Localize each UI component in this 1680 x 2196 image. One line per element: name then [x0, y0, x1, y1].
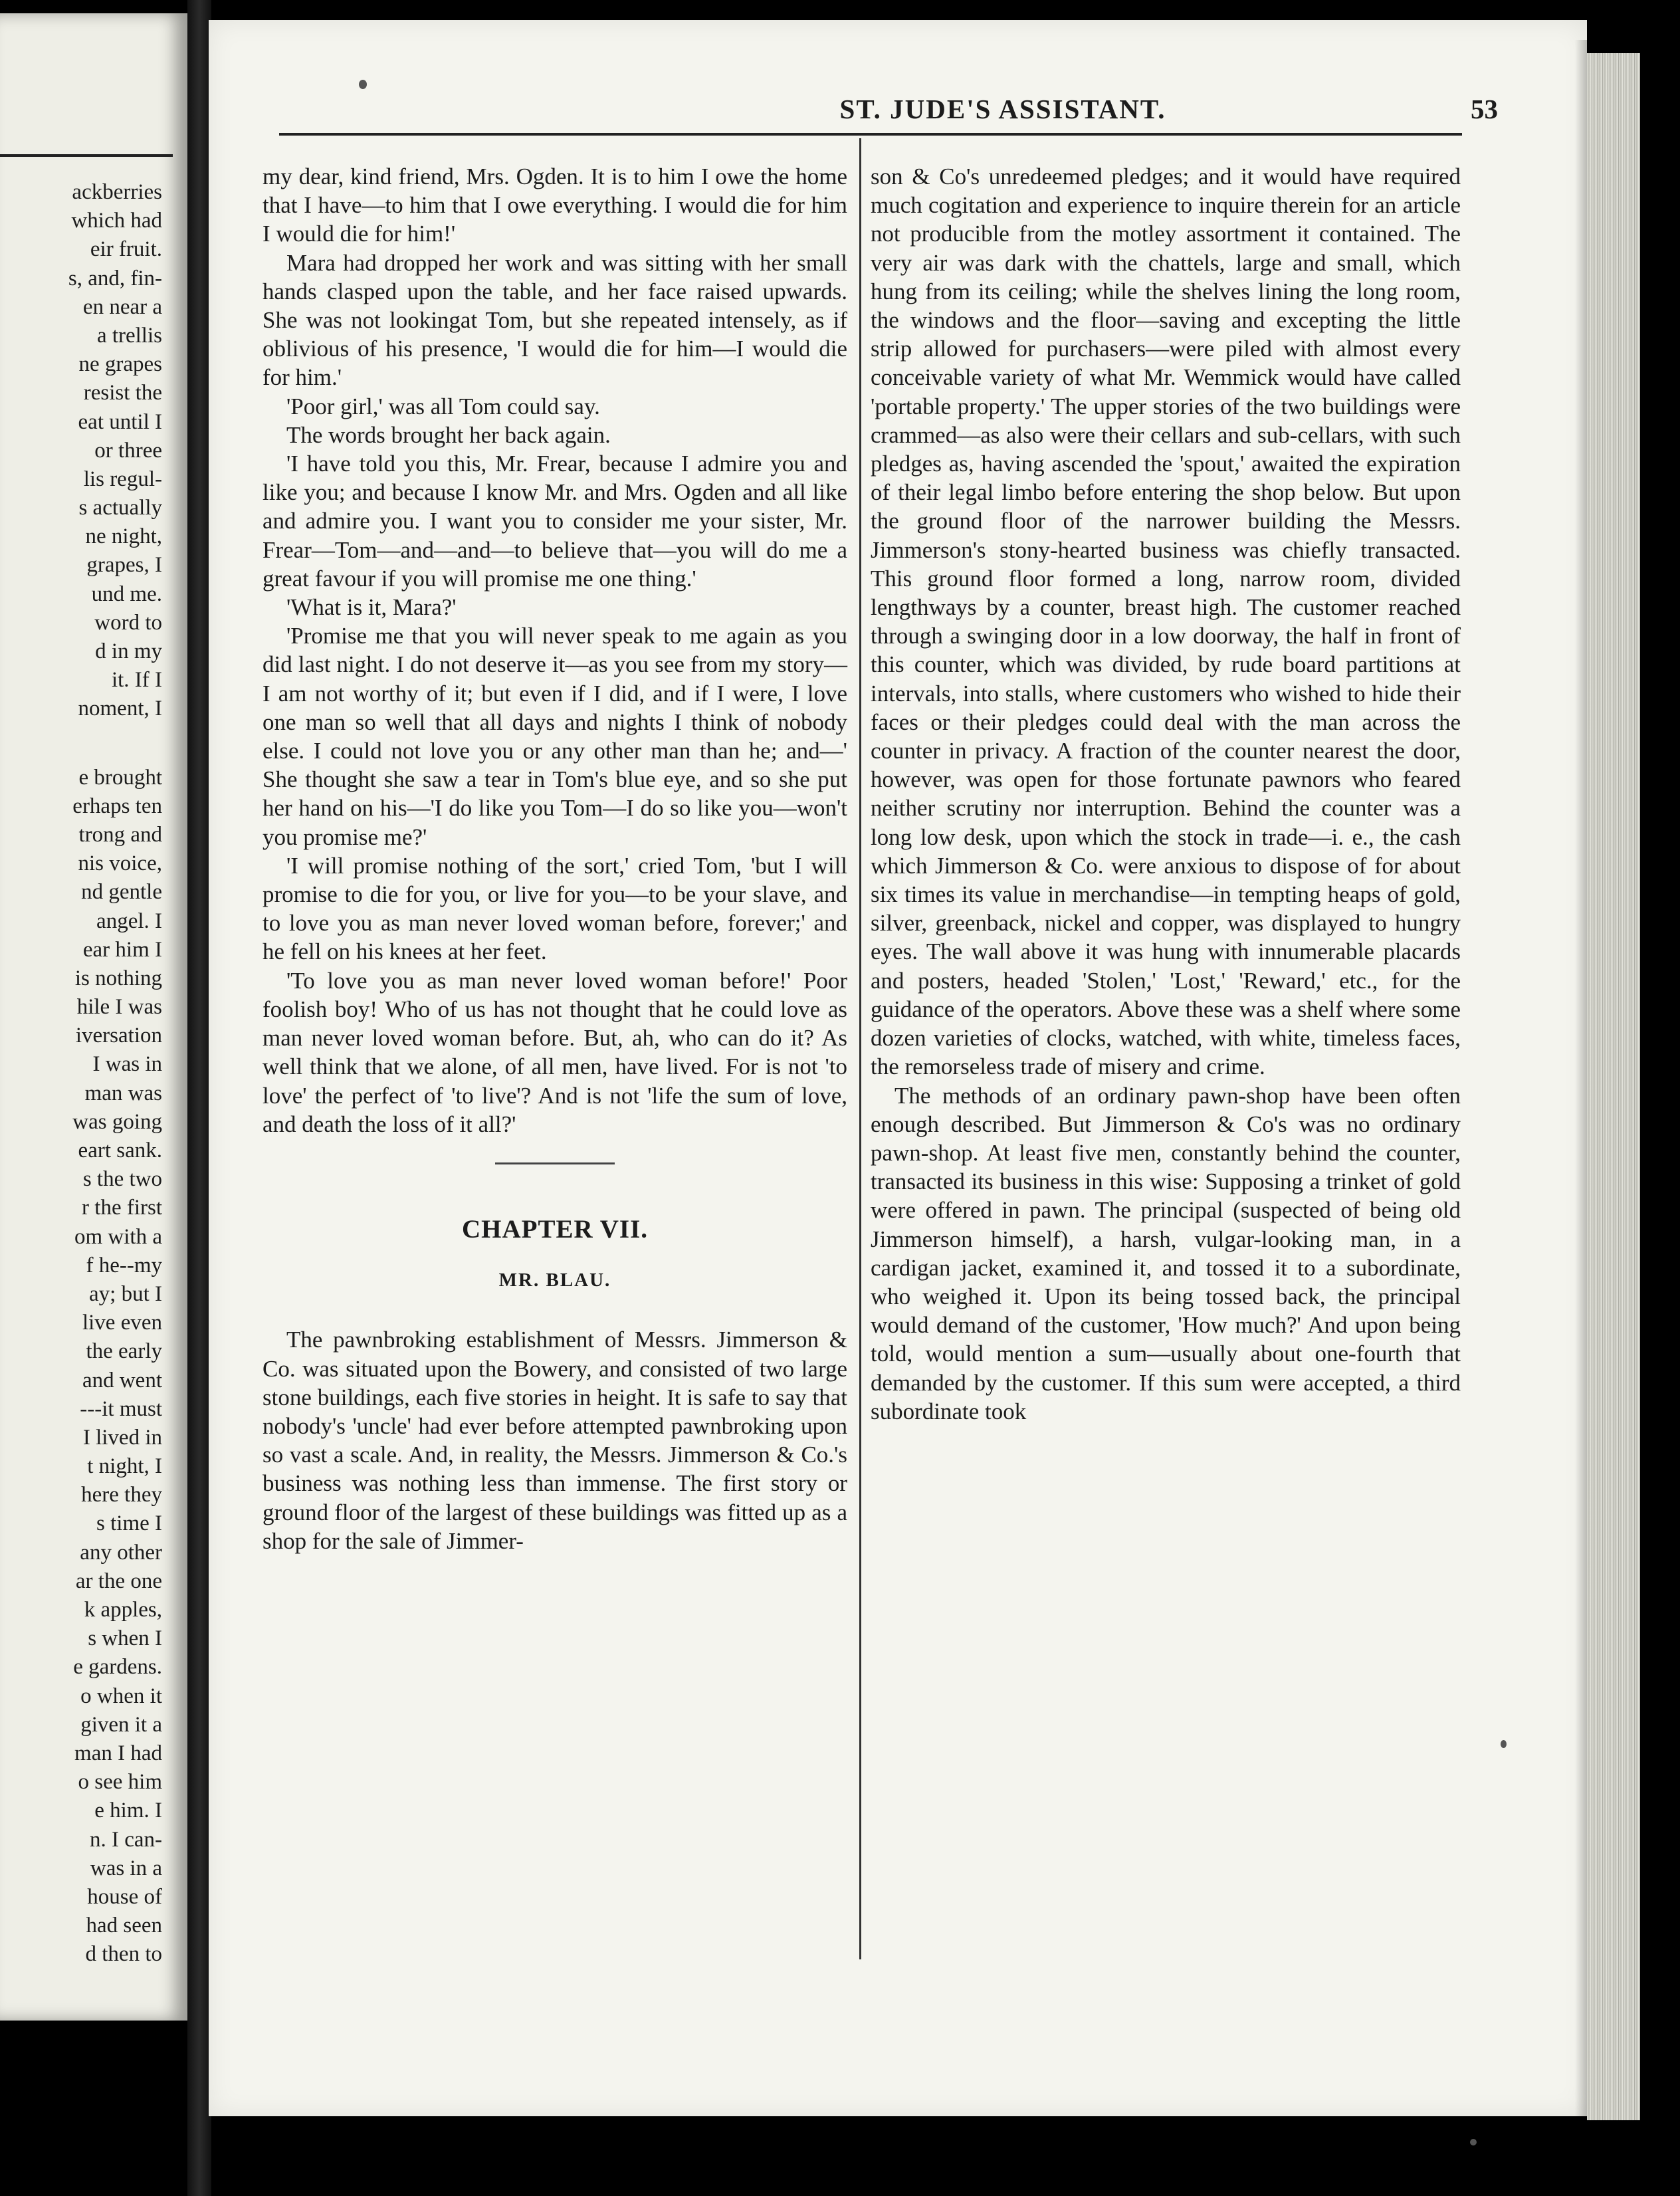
left-page-text-fragments: [0, 178, 162, 1969]
left-page-line: s time I: [96, 1511, 162, 1536]
left-page-line: s, and, fin-: [68, 266, 162, 290]
left-page-line: d then to: [85, 1942, 162, 1967]
left-page-line: man was: [84, 1081, 162, 1105]
left-page-line: was in a: [90, 1856, 162, 1880]
chapter-subtitle: MR. BLAU.: [498, 1269, 611, 1291]
left-page-line: trong and: [78, 822, 162, 847]
left-page-line: live even: [82, 1311, 162, 1335]
left-page-line: erhaps ten: [72, 794, 162, 818]
left-page-line: nd gentle: [81, 880, 162, 905]
page-stack-edge: [1587, 53, 1640, 2120]
left-page-line: r the first: [82, 1196, 162, 1220]
left-page-line: und me.: [91, 582, 162, 606]
paragraph: 'To love you as man never loved woman before!' Poor foolish boy! Who of us has not thought that he could love as man never loved woman before. But, ah, who can do it? As well think that we alone, of all men, have lived. For is not 'to love' the perfect of 'to live'? And is not 'life the sum of love, and death the loss of it all?': [262, 967, 847, 1137]
left-page-line: I lived in: [82, 1425, 162, 1450]
book-gutter: [187, 0, 211, 2196]
left-page-line: nis voice,: [78, 851, 162, 876]
left-page-line: here they: [81, 1483, 162, 1507]
left-page-line: resist the: [83, 381, 162, 405]
left-page-line: o when it: [80, 1684, 162, 1708]
header-rule: [279, 133, 1462, 136]
left-page-line: d in my: [95, 639, 162, 663]
left-page-line: e gardens.: [73, 1655, 162, 1680]
paragraph: Mara had dropped her work and was sitting with her small hands clasped upon the table, and her face raised upwards. She was not lookingat Tom, but she repeated intensely, as if oblivious of his presence, 'I would die for him—I would die for him.': [262, 249, 847, 391]
left-page-line: was going: [72, 1109, 162, 1134]
left-page-line: t night, I: [87, 1454, 162, 1479]
paragraph: my dear, kind friend, Mrs. Ogden. It is to him I owe the home that I have—to him that I owe everything. I would die for him I would die for him!': [262, 164, 847, 247]
left-facing-page: [0, 13, 187, 2021]
paragraph: 'Promise me that you will never speak to me again as you did last night. I do not deserve it—as you see from my story—I am not worthy of it; but even if I did, and if I were, I love one man so well that all days and nights I think of nobody else. I could not love you or any other man than he; and—' She thought she saw a tear in Tom's blue eye, and so she put her hand on his—'I do like you Tom—I do so like you—won't you promise me?': [262, 623, 847, 850]
left-page-line: ar the one: [75, 1569, 162, 1593]
right-text-column: [871, 162, 1461, 1426]
left-page-line: and went: [82, 1368, 162, 1392]
left-page-line: which had: [71, 209, 162, 233]
chapter-heading: CHAPTER VII.: [462, 1214, 648, 1244]
left-page-line: n. I can-: [89, 1827, 162, 1852]
running-title: ST. JUDE'S ASSISTANT.: [839, 94, 1166, 124]
left-page-line: en near a: [82, 294, 162, 319]
left-page-line: [0, 724, 162, 764]
left-page-line: angel. I: [96, 909, 162, 933]
ink-speck: [1501, 1740, 1507, 1748]
left-page-line: had seen: [86, 1914, 162, 1938]
left-page-line: ---it must: [80, 1396, 162, 1421]
left-page-line: noment, I: [78, 697, 162, 721]
page-header: [209, 93, 1564, 133]
paragraph: son & Co's unredeemed pledges; and it would have required much cogitation and experience to inquire therein for an article not producible from the motley assortment it contained. The very air was dark with the chattels, large and small, which hung from its ceiling; while the shelves lining the long room, the windows and the floor—saving and excepting the little strip allowed for purchasers—were piled with almost every conceivable variety of what Mr. Wemmick would have called 'portable property.' The upper stories of the two buildings were crammed—as also were their cellars and sub-cellars, with such pledges as, having ascended the 'spout,' awaited the expiration of their legal limbo before entering the shop below. But upon the ground floor of the narrower building the Messrs. Jimmerson's stony-hearted business was chiefly transacted. This ground floor formed a long, narrow room, divided lengthways by a counter, breast high. The customer reached through a swinging door in a low doorway, the half in front of this counter, which was divided, by rude board partitions at intervals, into stalls, where customers who wished to hide their faces or their pledges could deal with the man across the counter in privacy. A fraction of the counter nearest the door, however, was open for those fortunate pawnors who feared neither scrutiny nor interruption. Behind the counter was a long low desk, upon which the stock in trade—i. e., the cash which Jimmerson & Co. were anxious to dispose of for about six times its value in merchandise—in tempting heaps of gold, silver, greenback, nickel and copper, was displayed to hungry eyes. The wall above it was hung with innumerable placards and posters, headed 'Stolen,' 'Lost,' 'Reward,' etc., for the guidance of the operators. Above these was a shelf where some dozen varieties of clocks, watched, with white, timeless faces, the remorseless trade of misery and crime.: [871, 164, 1461, 1080]
left-page-line: word to: [94, 610, 162, 635]
left-page-line: f he--my: [86, 1253, 162, 1277]
left-page-line: the early: [86, 1339, 162, 1364]
paragraph: 'Poor girl,' was all Tom could say.: [286, 393, 600, 419]
left-page-line: e him. I: [94, 1799, 162, 1823]
left-page-line: ear him I: [82, 937, 162, 962]
left-page-line: man I had: [74, 1741, 162, 1765]
left-page-line: a trellis: [96, 323, 162, 348]
left-page-line: I was in: [92, 1052, 162, 1077]
left-page-line: it. If I: [111, 668, 162, 693]
left-page-line: any other: [80, 1540, 162, 1565]
left-page-line: s the two: [82, 1167, 162, 1192]
ink-speck: [1470, 2139, 1477, 2145]
left-page-line: is nothing: [74, 966, 162, 990]
left-page-line: hile I was: [76, 995, 162, 1020]
paragraph: The pawnbroking establishment of Messrs. Jimmerson & Co. was situated upon the Bowery, and consisted of two large stone buildings, each five stories in height. It is safe to say that nobody's 'uncle' had ever before attempted pawnbroking upon so vast a scale. And, in reality, the Messrs. Jimmerson & Co.'s business was nothing less than immense. The first story or ground floor of the largest of these buildings was fitted up as a shop for the sale of Jimmer-: [262, 1327, 847, 1554]
left-page-line: grapes, I: [86, 553, 162, 578]
paragraph: 'I will promise nothing of the sort,' cried Tom, 'but I will promise to die for you, or live for you—to be your slave, and to love you as man never loved woman before, forever;' and he fell on his knees at her feet.: [262, 852, 847, 965]
left-page-line: s when I: [88, 1626, 162, 1651]
left-page-line: eir fruit.: [90, 237, 162, 262]
left-page-header-rule: [0, 154, 173, 157]
paragraph: The words brought her back again.: [286, 421, 611, 448]
left-page-line: given it a: [80, 1712, 162, 1737]
paragraph: The methods of an ordinary pawn-shop have been often enough described. But Jimmerson & Co's was no ordinary pawn-shop. At least five men, constantly behind the counter, transacted its business in this wise: Supposing a trinket of gold were offered in pawn. The principal (suspected of being old Jimmerson himself), a harsh, vulgar-looking man, in a cardigan jacket, examined it, and tossed it to a subordinate, who weighed it. Upon its being tossed back, the principal would demand of the customer, 'How much?' And upon being told, would mention a sum—usually about one-fourth that demanded by the customer. If this sum were accepted, a third subordinate took: [871, 1082, 1461, 1424]
left-page-line: ackberries: [72, 180, 162, 204]
left-page-line: eart sank.: [78, 1139, 162, 1162]
left-page-line: om with a: [74, 1224, 162, 1249]
chapter-separator-rule: [495, 1162, 615, 1164]
left-page-line: ne grapes: [78, 352, 162, 377]
left-page-line: e brought: [78, 765, 162, 790]
ink-speck: [359, 80, 367, 89]
page-number: 53: [1471, 94, 1498, 124]
left-page-line: iversation: [75, 1024, 162, 1048]
left-page-line: lis regul-: [83, 467, 162, 491]
left-page-line: or three: [94, 438, 162, 463]
paragraph: 'I have told you this, Mr. Frear, because I admire you and like you; and because I know Mr. and Mrs. Ogden and all like and admire you. I want you to consider me your sister, Mr. Frear—Tom—and—and—to believe that—you will do me a great favour if you will promise me one thing.': [262, 451, 847, 592]
left-page-line: k apples,: [84, 1598, 162, 1622]
left-page-line: ay; but I: [89, 1281, 162, 1306]
left-page-line: s actually: [78, 496, 162, 520]
left-page-line: house of: [87, 1884, 162, 1909]
left-page-line: ne night,: [85, 524, 162, 549]
paragraph: 'What is it, Mara?': [286, 594, 457, 621]
left-page-line: o see him: [78, 1770, 162, 1795]
column-divider-rule: [859, 138, 861, 1959]
left-text-column: [262, 162, 847, 1555]
left-page-line: eat until I: [78, 409, 162, 434]
